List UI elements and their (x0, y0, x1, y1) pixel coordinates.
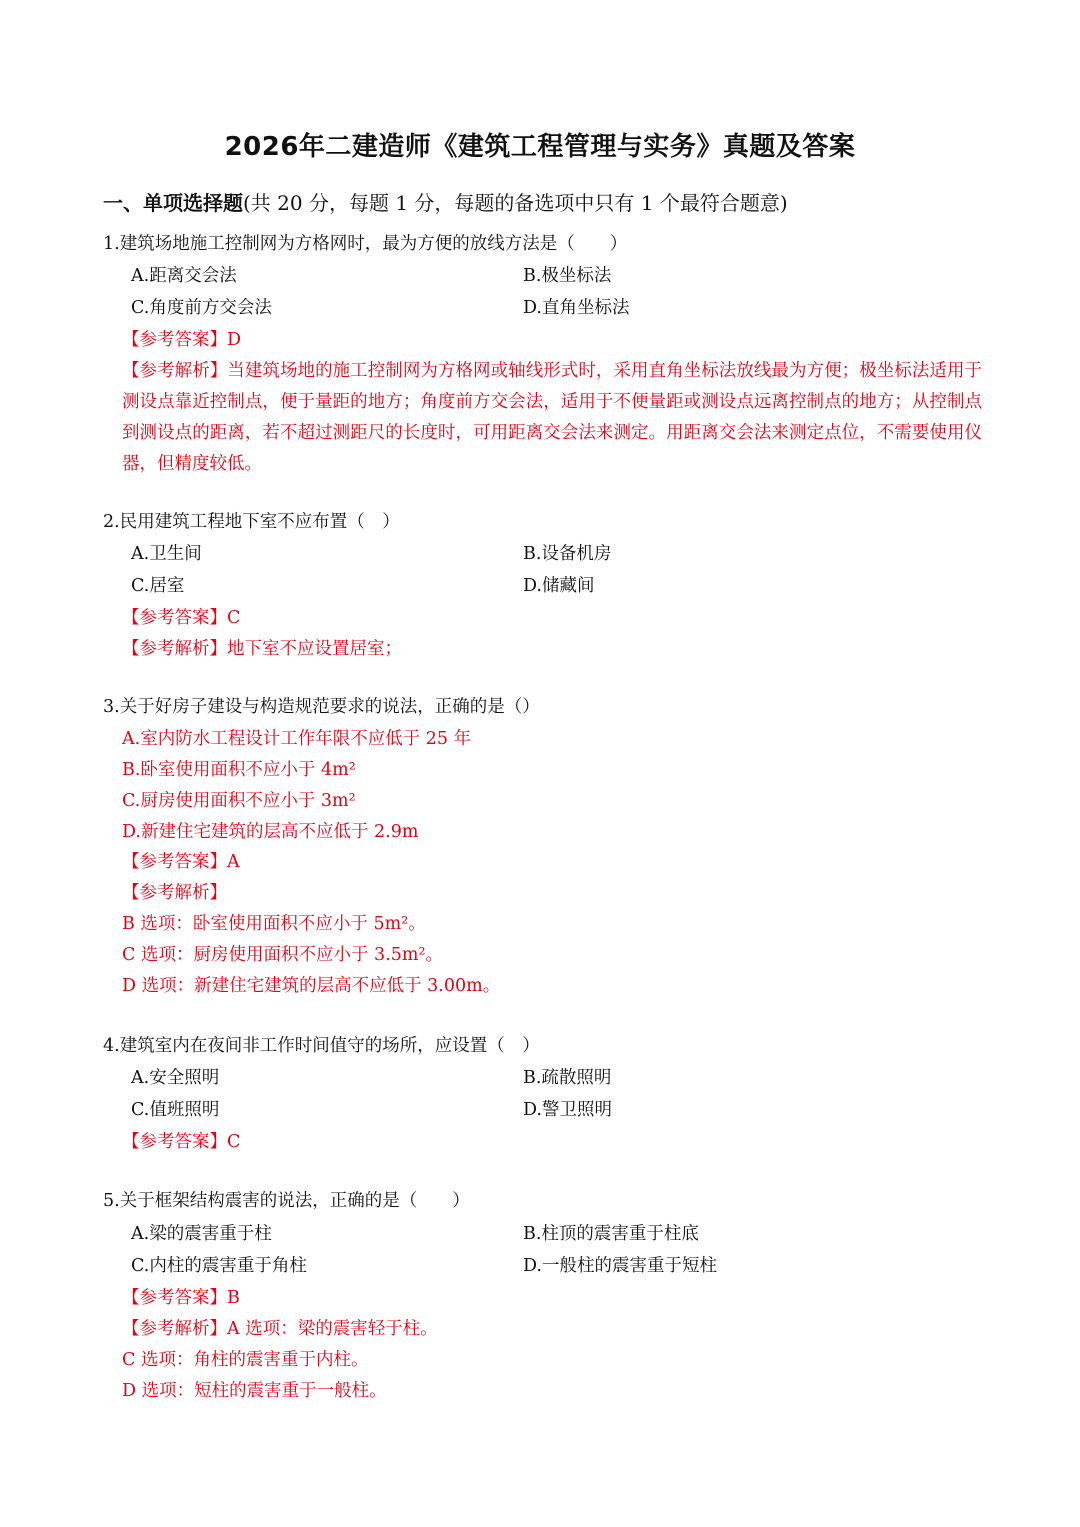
option-a: A.安全照明 (131, 1068, 220, 1088)
reference-analysis-title: 【参考解析】 (122, 883, 227, 903)
analysis-line: B 选项：卧室使用面积不应小于 5m²。 (122, 914, 426, 934)
option-b: B.柱顶的震害重于柱底 (523, 1224, 699, 1244)
option-d: D.一般柱的震害重于短柱 (523, 1256, 717, 1276)
page-title: 2026年二建造师《建筑工程管理与实务》真题及答案 (224, 132, 856, 162)
reference-analysis: 【参考解析】A 选项：梁的震害轻于柱。 (122, 1319, 438, 1339)
option-b: B.卧室使用面积不应小于 4m² (122, 760, 356, 780)
reference-analysis: 【参考解析】当建筑场地的施工控制网为方格网或轴线形式时，采用直角坐标法放线最为方便；极坐标法适用于测设点靠近控制点，便于量距的地方；角度前方交会法，适用于不便量距或测设点远离控制点的地方；从控制点到测设点的距离，若不超过测距尺的长度时，可用距离交会法来测定。用距离交会法来测定点位，不需要使用仪器，但精度较低。 (122, 361, 982, 474)
section-heading (103, 187, 788, 219)
option-c: C.居室 (131, 576, 185, 596)
question-stem: 3.关于好房子建设与构造规范要求的说法，正确的是（） (103, 697, 540, 717)
option-d: D.直角坐标法 (523, 298, 630, 318)
reference-answer: 【参考答案】A (122, 852, 240, 872)
option-b: B.极坐标法 (523, 266, 612, 286)
option-c: C.厨房使用面积不应小于 3m² (122, 791, 356, 811)
analysis-line: C 选项：角柱的震害重于内柱。 (122, 1350, 369, 1370)
question-stem: 1.建筑场地施工控制网为方格网时，最为方便的放线方法是（ ） (103, 234, 628, 254)
analysis-line: D 选项：新建住宅建筑的层高不应低于 3.00m。 (122, 976, 501, 996)
option-a: A.梁的震害重于柱 (131, 1224, 272, 1244)
option-b: B.疏散照明 (523, 1068, 612, 1088)
section-title: 一、单项选择题 (103, 191, 243, 215)
option-d: D.储藏间 (523, 576, 595, 596)
option-d: D.新建住宅建筑的层高不应低于 2.9m (122, 822, 419, 842)
reference-answer: 【参考答案】C (122, 608, 241, 628)
option-c: C.角度前方交会法 (131, 298, 272, 318)
analysis-line: C 选项：厨房使用面积不应小于 3.5m²。 (122, 945, 443, 965)
option-c: C.值班照明 (131, 1100, 220, 1120)
option-c: C.内柱的震害重于角柱 (131, 1256, 307, 1276)
question-stem: 4.建筑室内在夜间非工作时间值守的场所，应设置（ ） (103, 1036, 540, 1056)
option-a: A.距离交会法 (131, 266, 237, 286)
option-a: A.卫生间 (131, 544, 202, 564)
reference-answer: 【参考答案】C (122, 1132, 241, 1152)
reference-answer: 【参考答案】B (122, 1288, 240, 1308)
section-note: (共 20 分，每题 1 分，每题的备选项中只有 1 个最符合题意) (243, 191, 788, 215)
option-a: A.室内防水工程设计工作年限不应低于 25 年 (122, 729, 472, 749)
analysis-line: D 选项：短柱的震害重于一般柱。 (122, 1381, 387, 1401)
question-stem: 2.民用建筑工程地下室不应布置（ ） (103, 512, 400, 532)
option-b: B.设备机房 (523, 544, 612, 564)
reference-answer: 【参考答案】D (122, 330, 242, 350)
option-d: D.警卫照明 (523, 1100, 612, 1120)
question-stem: 5.关于框架结构震害的说法，正确的是（ ） (103, 1191, 470, 1211)
reference-analysis: 【参考解析】地下室不应设置居室； (122, 639, 402, 659)
